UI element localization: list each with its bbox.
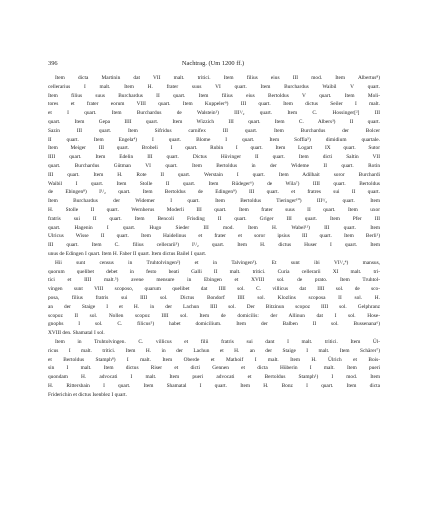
text-line: Item Burchardus der Widemer I quart. Item Bertoldus Tieringer¹⁰) III¹/₂ quart. Item — [48, 198, 380, 205]
text-line: sin I malt. Item dictus Riser et dicti Gennen et dicta Hüberin I malt. Item pueri — [48, 365, 380, 372]
text-line: quart. Item Gepa IIII quart. Item Wizzich III quart. Item C. Albers³) II quart. — [48, 118, 380, 125]
text-line: Item dicta Martinin dat VII malt. tritici. Item filius eius III mod. Item Albertus⁸) — [55, 75, 380, 81]
text-line: II quart. Item Engela⁴) I quart. Blome I quart. Item Soffia⁵) dimidium quartale. — [48, 136, 380, 143]
text-line: posa, filius fratris sui IIII sol. Dictus Bondorf IIII sol. Klozlins scoposa II sol. H. — [48, 294, 380, 301]
text-line: quart. Burchardus Gütman VI quart. Item Bertoldus in der Wideme II quart. Rotin — [48, 162, 380, 169]
text-line: H. Stolle II quart. Wernherus Moderli III quart. Item frater suus II quart. Item uxor — [48, 206, 380, 213]
text-line: de Ebingen⁸) I¹/₂ quart. Item Bertoldus de Edingen⁹) III quart. et fratres sui II quart. — [48, 189, 380, 196]
text-line: cellerarius I malt. Item H. frater suus VI quart. Item Burchardus Waibil V quart. — [48, 83, 380, 90]
text-line: Waibil I quart. Item Stolle II quart. Item Rüdeger⁶) de Wila⁷) IIII quart. Bertoldus — [48, 180, 380, 187]
text-line: XVIII den. Shamatal I sol. — [48, 330, 105, 337]
text-line: Item filius suus Burchardus II quart. Item filius eius Bertoldus V quart. Item Moli- — [48, 92, 380, 99]
text-line: Sazin III quart. Item Sifridus carnifex III quart. Item Burchardus der Bolcer — [48, 127, 380, 134]
text-line: ricus I malt. tritici. Item H. in der Lachun et H. an der Staige I malt. Item Schärer⁷) — [48, 347, 380, 354]
text-line: Item in Truhtolvingen. C. villicus et filii fratris sui dant I malt. tritici. Item Ül- — [55, 338, 380, 345]
text-line: Hii sunt census in Truhtolvingen²) et in Talvingen³). Et sunt ibi VI¹/₂⁴) mansus, — [55, 259, 380, 266]
text-line: et Bertoldus Stamph⁸) I malt. Item Oberde et Mathoif I malt. Item H. Ülrich et Bois- — [48, 356, 380, 363]
text-line: III quart. Item H. Rote II quart. Werstain I quart. Item Adilhait soror Burchardi — [48, 171, 380, 178]
text-line: vingen sunt VIII scoposo, quarum quelibet dat IIII sol. C. villicus dat IIII sol. de sco- — [48, 286, 380, 293]
text-line: unus de Edingen I quart. Item H. Faber II quart. Item dictus Bailel I quart. — [48, 250, 207, 257]
text-line: III quart. Item C. filius cellerarii³) I¹/₂ quart. Item H. dictus Huser I quart. Item — [48, 242, 380, 249]
paragraph-2 — [48, 259, 380, 338]
page-header — [48, 60, 378, 70]
text-line: tores et frater eorum VIII quart. Item Kuppeler⁹) III quart. Item dictus Seiler I malt. — [48, 101, 380, 108]
text-line: et I quart. Item Burchardus de Walstein¹) III¹/₂ quart. Item C. Hossinger[²] III — [48, 110, 380, 117]
body-text — [48, 74, 380, 399]
text-line: quart. Hagenin I quart. Hugo Sieder III mod. Item H. Wabel¹¹) III quart. Item — [48, 224, 380, 231]
text-line: Ulricus Wisse II quart. Item Haidelinus et frater et soror ipsius III quart. Item Berli¹) — [48, 233, 380, 240]
text-line: fratris sui II quart. Item Bencoli Frisding II quart. Griger III quart. Item Pfer III — [48, 215, 380, 222]
page-number: 396 — [48, 60, 58, 67]
running-head: Nachtrag. (Um 1200 ff.) — [181, 60, 245, 67]
text-line: an der Staige I et H. in der Lachun IIII sol. Der Bitzinun scopoz IIII sol. Gelphranz — [48, 303, 380, 310]
text-line: quorum quelibet debet in festo beati Galli II malt. tritici. Curia cellerarii XI malt. tri- — [48, 268, 380, 275]
text-line: quondam H. advocati I malt. Item pueri advocati et Bertoldus Stamph¹) I mod. Item — [48, 374, 380, 381]
text-line: gnophs I sol. C. filicus⁵) habet domicilium. Item der Balben II sol. Bussenana⁶) — [48, 321, 380, 328]
text-line: Item Meiger III quart. Brobeli I quart. Rubin I quart. Item Logart IX quart. Sutor — [48, 145, 380, 152]
text-line: Friderichin et dictus Isenblez I quart. — [48, 391, 127, 398]
paragraph-1 — [48, 74, 380, 259]
paragraph-3 — [48, 338, 380, 400]
text-line: H. Rittersbain I quart. Item Shamatal I quart. Item H. Bonz I quart. Item dicta — [48, 382, 380, 389]
text-line: tici et IIII malt.⁵) avene mensure in Ebingen et XVIII sol. de prato. Item Truhtol- — [48, 277, 380, 284]
text-line: scopoz II sol. Nollen scopoz IIII sol. Item de domicilis: der Allinun dat I sol. Hose- — [48, 312, 380, 319]
text-line: IIII quart. Item Edelin III quart. Dictus Hüvinger II quart. Item dicti Saltin VII — [48, 154, 380, 161]
